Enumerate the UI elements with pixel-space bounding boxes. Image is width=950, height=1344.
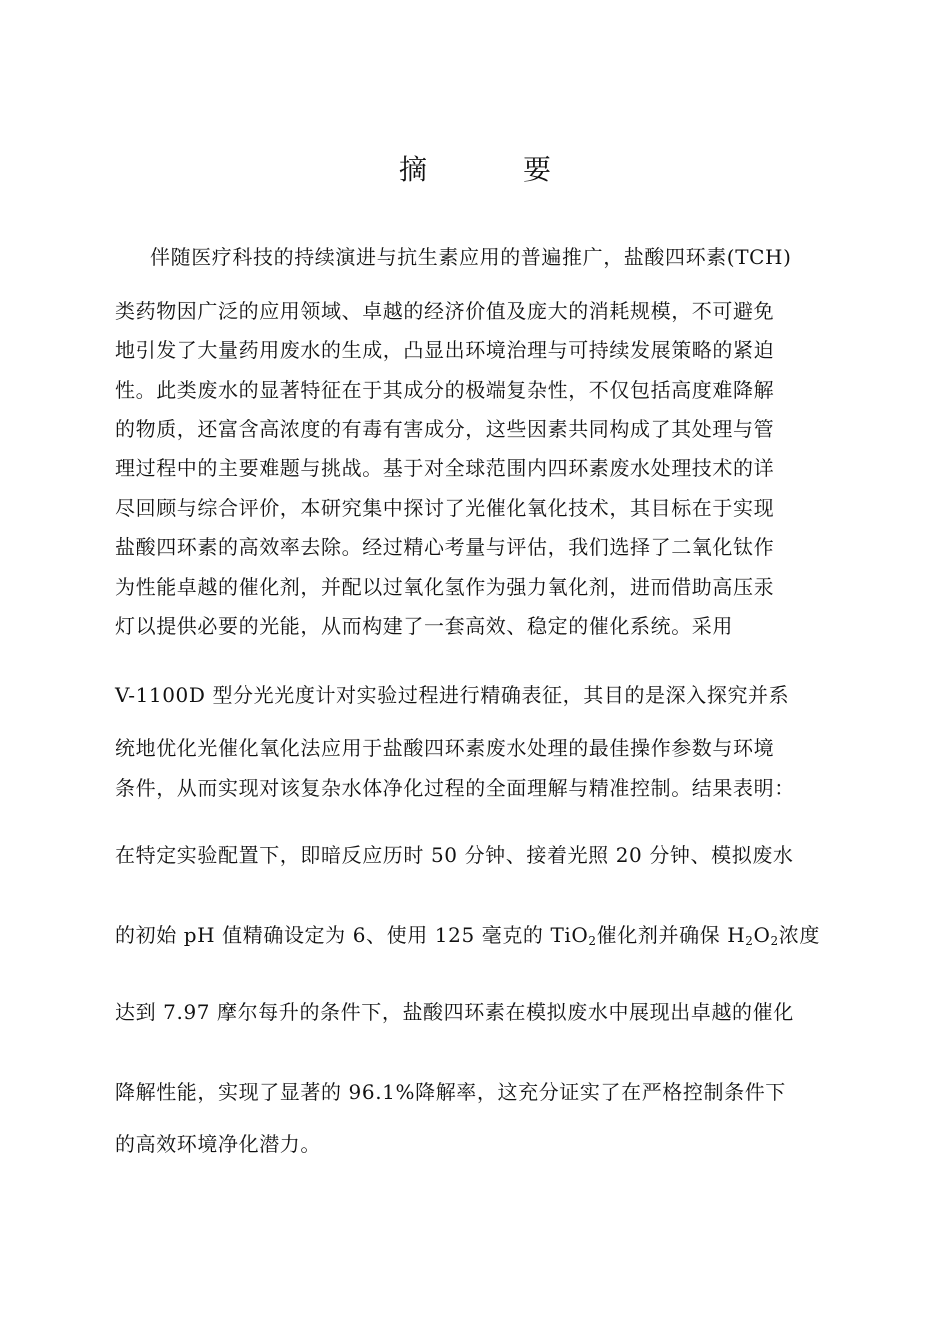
- line-text: 的初始 pH 值精确设定为 6、使用 125 毫克的 TiO: [115, 923, 589, 947]
- paragraph-line-with-subscripts: [115, 920, 820, 950]
- paragraph-line: 理过程中的主要难题与挑战。基于对全球范围内四环素废水处理技术的详: [115, 456, 775, 480]
- paragraph-line: 盐酸四环素的高效率去除。经过精心考量与评估，我们选择了二氧化钛作: [115, 535, 775, 559]
- paragraph-line: 性。此类废水的显著特征在于其成分的极端复杂性，不仅包括高度难降解: [115, 378, 775, 402]
- paragraph-line: 降解性能，实现了显著的 96.1%降解率，这充分证实了在严格控制条件下: [115, 1080, 786, 1104]
- paragraph-line: 灯以提供必要的光能，从而构建了一套高效、稳定的催化系统。采用: [115, 614, 733, 638]
- paragraph-line: V-1100D 型分光光度计对实验过程进行精确表征，其目的是深入探究并系: [115, 683, 790, 707]
- paragraph-line: 条件，从而实现对该复杂水体净化过程的全面理解与精准控制。结果表明：: [115, 776, 795, 800]
- paragraph-line: 统地优化光催化氧化法应用于盐酸四环素废水处理的最佳操作参数与环境: [115, 736, 775, 760]
- paragraph-line: 达到 7.97 摩尔每升的条件下，盐酸四环素在模拟废水中展现出卓越的催化: [115, 1000, 794, 1024]
- paragraph-line: 类药物因广泛的应用领域、卓越的经济价值及庞大的消耗规模，不可避免: [115, 299, 775, 323]
- subscript: 2: [745, 934, 754, 948]
- paragraph-line: 在特定实验配置下，即暗反应历时 50 分钟、接着光照 20 分钟、模拟废水: [115, 843, 794, 867]
- paragraph-line: 尽回顾与综合评价，本研究集中探讨了光催化氧化技术，其目标在于实现: [115, 496, 775, 520]
- paragraph-line: 伴随医疗科技的持续演进与抗生素应用的普遍推广，盐酸四环素(TCH): [150, 245, 792, 269]
- subscript: 2: [588, 934, 597, 948]
- subscript: 2: [770, 934, 779, 948]
- paragraph-line: 为性能卓越的催化剂，并配以过氧化氢作为强力氧化剂，进而借助高压汞: [115, 575, 775, 599]
- abstract-title: 摘 要: [398, 153, 585, 186]
- paragraph-line: 的高效环境净化潜力。: [115, 1132, 321, 1156]
- paragraph-line: 地引发了大量药用废水的生成，凸显出环境治理与可持续发展策略的紧迫: [115, 338, 775, 362]
- paragraph-line: 的物质，还富含高浓度的有毒有害成分，这些因素共同构成了其处理与管: [115, 417, 775, 441]
- line-text: 浓度: [778, 923, 820, 947]
- line-text: O: [753, 923, 771, 947]
- line-text: 催化剂并确保 H: [596, 923, 746, 947]
